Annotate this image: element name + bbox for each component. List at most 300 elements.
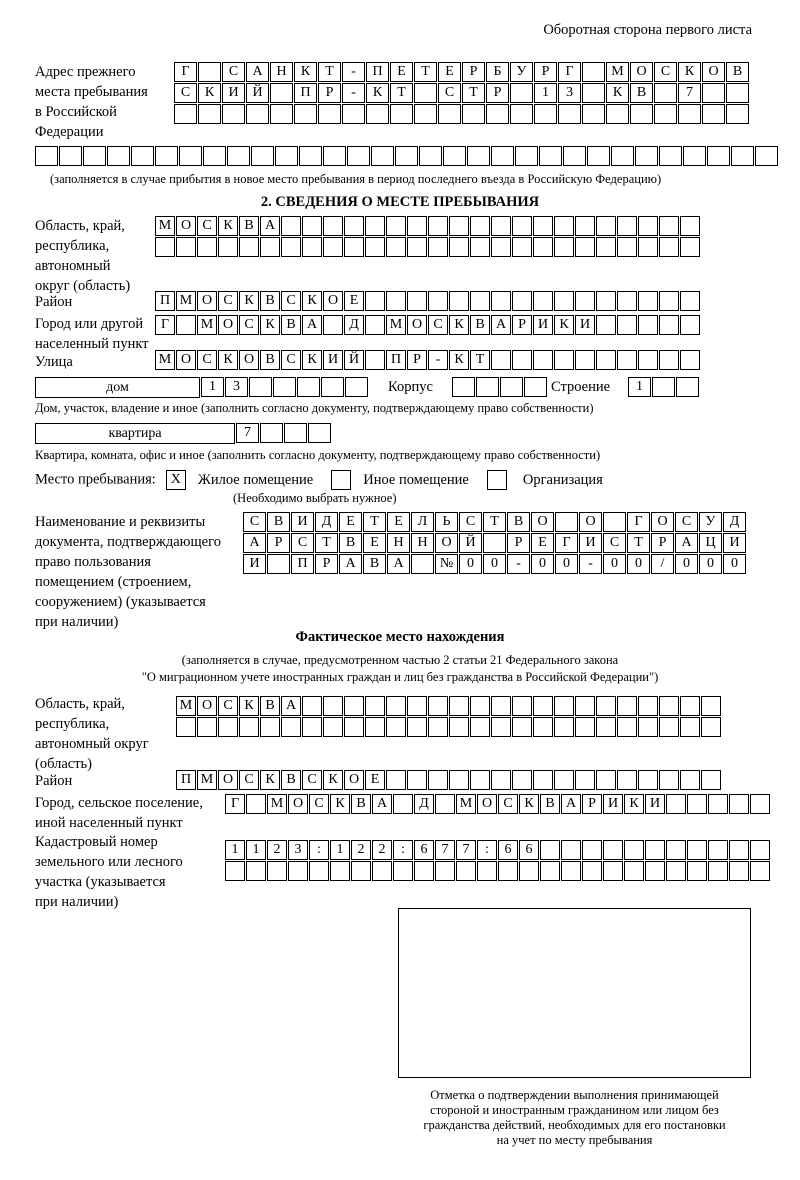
char-cell[interactable]: Ц [699, 533, 722, 553]
char-cell[interactable] [659, 770, 679, 790]
cadastral-cells[interactable] [225, 840, 770, 882]
char-cell[interactable]: Н [270, 62, 293, 82]
char-cell[interactable]: 1 [628, 377, 651, 397]
char-cell[interactable]: Е [387, 512, 410, 532]
char-cell[interactable] [638, 717, 658, 737]
char-cell[interactable] [218, 237, 238, 257]
char-cell[interactable] [603, 861, 623, 881]
char-cell[interactable] [323, 237, 343, 257]
char-cell[interactable] [239, 237, 259, 257]
char-cell[interactable]: С [222, 62, 245, 82]
char-cell[interactable] [386, 237, 406, 257]
char-cell[interactable] [750, 861, 770, 881]
char-cell[interactable] [617, 717, 637, 737]
char-cell[interactable]: А [281, 696, 301, 716]
char-cell[interactable]: М [155, 350, 175, 370]
char-cell[interactable] [617, 696, 637, 716]
char-cell[interactable]: Й [246, 83, 269, 103]
char-cell[interactable] [510, 104, 533, 124]
char-cell[interactable] [452, 377, 475, 397]
char-cell[interactable]: Т [470, 350, 490, 370]
char-cell[interactable]: А [246, 62, 269, 82]
char-cell[interactable] [288, 861, 308, 881]
char-cell[interactable] [533, 216, 553, 236]
char-cell[interactable] [659, 237, 679, 257]
char-cell[interactable] [563, 146, 586, 166]
char-cell[interactable]: К [606, 83, 629, 103]
char-cell[interactable] [575, 216, 595, 236]
char-cell[interactable] [366, 104, 389, 124]
char-cell[interactable]: К [554, 315, 574, 335]
char-cell[interactable] [456, 861, 476, 881]
char-cell[interactable] [470, 237, 490, 257]
char-cell[interactable]: В [260, 696, 280, 716]
char-cell[interactable]: М [176, 696, 196, 716]
prev-address-cells[interactable] [174, 62, 749, 125]
char-cell[interactable]: Г [555, 533, 578, 553]
char-cell[interactable]: М [176, 291, 196, 311]
char-cell[interactable] [755, 146, 778, 166]
char-cell[interactable]: 1 [246, 840, 266, 860]
char-cell[interactable] [678, 104, 701, 124]
stay-type-checkbox-organizaciya[interactable] [487, 470, 507, 490]
char-cell[interactable] [652, 377, 675, 397]
char-cell[interactable] [582, 840, 602, 860]
section2-region-cells[interactable] [155, 216, 700, 258]
char-cell[interactable] [750, 840, 770, 860]
char-cell[interactable]: : [393, 840, 413, 860]
section3-district-cells[interactable] [176, 770, 721, 791]
char-cell[interactable] [539, 146, 562, 166]
char-cell[interactable] [260, 237, 280, 257]
char-cell[interactable] [596, 770, 616, 790]
char-cell[interactable]: К [218, 350, 238, 370]
char-cell[interactable] [225, 861, 245, 881]
char-cell[interactable]: И [723, 533, 746, 553]
stamp-box[interactable] [398, 908, 751, 1078]
char-cell[interactable]: О [651, 512, 674, 532]
char-cell[interactable] [407, 291, 427, 311]
char-cell[interactable]: И [243, 554, 266, 574]
char-cell[interactable]: О [218, 770, 238, 790]
char-cell[interactable]: 0 [531, 554, 554, 574]
char-cell[interactable] [676, 377, 699, 397]
char-cell[interactable] [483, 533, 506, 553]
char-cell[interactable]: С [243, 512, 266, 532]
stroenie-cells[interactable] [628, 377, 699, 398]
char-cell[interactable] [414, 83, 437, 103]
char-cell[interactable] [654, 104, 677, 124]
char-cell[interactable] [344, 696, 364, 716]
dom-cells[interactable] [201, 377, 368, 398]
char-cell[interactable] [726, 104, 749, 124]
char-cell[interactable] [344, 237, 364, 257]
char-cell[interactable] [659, 350, 679, 370]
char-cell[interactable]: И [323, 350, 343, 370]
char-cell[interactable]: 3 [225, 377, 248, 397]
char-cell[interactable]: В [470, 315, 490, 335]
char-cell[interactable] [491, 696, 511, 716]
char-cell[interactable] [680, 696, 700, 716]
char-cell[interactable] [491, 216, 511, 236]
char-cell[interactable] [365, 315, 385, 335]
char-cell[interactable] [470, 770, 490, 790]
char-cell[interactable]: Р [534, 62, 557, 82]
char-cell[interactable] [708, 861, 728, 881]
char-cell[interactable] [512, 291, 532, 311]
char-cell[interactable] [299, 146, 322, 166]
char-cell[interactable]: - [342, 62, 365, 82]
prev-address-extra-row[interactable] [35, 146, 778, 167]
char-cell[interactable] [419, 146, 442, 166]
char-cell[interactable] [386, 717, 406, 737]
char-cell[interactable] [596, 717, 616, 737]
char-cell[interactable]: И [645, 794, 665, 814]
char-cell[interactable] [519, 861, 539, 881]
char-cell[interactable] [176, 315, 196, 335]
char-cell[interactable] [680, 237, 700, 257]
char-cell[interactable]: Т [462, 83, 485, 103]
char-cell[interactable]: В [281, 770, 301, 790]
char-cell[interactable]: 2 [372, 840, 392, 860]
char-cell[interactable] [750, 794, 770, 814]
char-cell[interactable] [449, 291, 469, 311]
char-cell[interactable]: : [309, 840, 329, 860]
char-cell[interactable] [428, 770, 448, 790]
char-cell[interactable]: В [540, 794, 560, 814]
char-cell[interactable] [617, 291, 637, 311]
char-cell[interactable] [35, 146, 58, 166]
korpus-cells[interactable] [452, 377, 547, 398]
char-cell[interactable] [365, 696, 385, 716]
char-cell[interactable] [267, 861, 287, 881]
char-cell[interactable] [638, 216, 658, 236]
char-cell[interactable] [708, 794, 728, 814]
char-cell[interactable] [344, 717, 364, 737]
char-cell[interactable]: Б [486, 62, 509, 82]
char-cell[interactable]: Р [582, 794, 602, 814]
char-cell[interactable]: С [428, 315, 448, 335]
char-cell[interactable] [512, 696, 532, 716]
char-cell[interactable] [680, 717, 700, 737]
char-cell[interactable] [659, 146, 682, 166]
char-cell[interactable]: А [387, 554, 410, 574]
char-cell[interactable]: Д [723, 512, 746, 532]
char-cell[interactable]: В [239, 216, 259, 236]
char-cell[interactable]: В [726, 62, 749, 82]
char-cell[interactable]: О [407, 315, 427, 335]
char-cell[interactable] [555, 512, 578, 532]
char-cell[interactable] [582, 104, 605, 124]
char-cell[interactable] [302, 696, 322, 716]
char-cell[interactable]: П [176, 770, 196, 790]
char-cell[interactable]: О [323, 291, 343, 311]
char-cell[interactable] [393, 794, 413, 814]
char-cell[interactable]: А [260, 216, 280, 236]
char-cell[interactable] [470, 717, 490, 737]
char-cell[interactable] [666, 861, 686, 881]
char-cell[interactable]: О [288, 794, 308, 814]
char-cell[interactable] [260, 717, 280, 737]
char-cell[interactable] [365, 237, 385, 257]
char-cell[interactable] [386, 696, 406, 716]
char-cell[interactable] [386, 291, 406, 311]
char-cell[interactable] [390, 104, 413, 124]
char-cell[interactable] [251, 146, 274, 166]
char-cell[interactable] [438, 104, 461, 124]
char-cell[interactable] [198, 104, 221, 124]
char-cell[interactable] [386, 216, 406, 236]
char-cell[interactable] [654, 83, 677, 103]
char-cell[interactable] [318, 104, 341, 124]
char-cell[interactable]: Е [363, 533, 386, 553]
section3-region-cells[interactable] [176, 696, 721, 738]
char-cell[interactable] [512, 350, 532, 370]
char-cell[interactable] [707, 146, 730, 166]
char-cell[interactable] [342, 104, 365, 124]
char-cell[interactable]: И [533, 315, 553, 335]
char-cell[interactable]: И [291, 512, 314, 532]
char-cell[interactable] [477, 861, 497, 881]
char-cell[interactable] [59, 146, 82, 166]
char-cell[interactable] [386, 770, 406, 790]
char-cell[interactable]: С [498, 794, 518, 814]
char-cell[interactable]: В [363, 554, 386, 574]
char-cell[interactable] [729, 794, 749, 814]
char-cell[interactable] [596, 315, 616, 335]
char-cell[interactable]: 6 [498, 840, 518, 860]
char-cell[interactable] [281, 237, 301, 257]
char-cell[interactable]: 0 [603, 554, 626, 574]
char-cell[interactable] [638, 291, 658, 311]
char-cell[interactable] [309, 861, 329, 881]
char-cell[interactable]: О [197, 696, 217, 716]
char-cell[interactable] [491, 237, 511, 257]
char-cell[interactable]: С [281, 291, 301, 311]
char-cell[interactable]: А [675, 533, 698, 553]
char-cell[interactable] [302, 216, 322, 236]
char-cell[interactable]: М [155, 216, 175, 236]
char-cell[interactable]: Р [318, 83, 341, 103]
char-cell[interactable] [515, 146, 538, 166]
char-cell[interactable]: Г [627, 512, 650, 532]
char-cell[interactable] [701, 770, 721, 790]
char-cell[interactable]: 7 [236, 423, 259, 443]
char-cell[interactable] [582, 62, 605, 82]
char-cell[interactable]: Е [365, 770, 385, 790]
char-cell[interactable] [575, 717, 595, 737]
char-cell[interactable] [428, 696, 448, 716]
char-cell[interactable]: М [267, 794, 287, 814]
char-cell[interactable] [617, 350, 637, 370]
char-cell[interactable]: И [603, 794, 623, 814]
char-cell[interactable]: 6 [519, 840, 539, 860]
section2-street-cells[interactable] [155, 350, 700, 371]
char-cell[interactable] [498, 861, 518, 881]
char-cell[interactable] [449, 696, 469, 716]
char-cell[interactable] [297, 377, 320, 397]
stay-type-checkbox-zhiloe[interactable]: X [166, 470, 186, 490]
char-cell[interactable] [680, 216, 700, 236]
char-cell[interactable] [467, 146, 490, 166]
char-cell[interactable] [680, 315, 700, 335]
char-cell[interactable] [428, 717, 448, 737]
char-cell[interactable] [512, 216, 532, 236]
document-cells[interactable] [243, 512, 746, 575]
char-cell[interactable] [308, 423, 331, 443]
char-cell[interactable] [611, 146, 634, 166]
char-cell[interactable]: Д [315, 512, 338, 532]
char-cell[interactable]: Е [438, 62, 461, 82]
char-cell[interactable]: : [477, 840, 497, 860]
char-cell[interactable] [344, 216, 364, 236]
char-cell[interactable]: / [651, 554, 674, 574]
char-cell[interactable]: К [449, 350, 469, 370]
char-cell[interactable]: 7 [456, 840, 476, 860]
char-cell[interactable] [365, 350, 385, 370]
char-cell[interactable]: 0 [627, 554, 650, 574]
char-cell[interactable]: С [654, 62, 677, 82]
char-cell[interactable] [645, 861, 665, 881]
char-cell[interactable]: П [386, 350, 406, 370]
char-cell[interactable] [428, 291, 448, 311]
char-cell[interactable]: Т [483, 512, 506, 532]
char-cell[interactable]: Р [651, 533, 674, 553]
char-cell[interactable] [587, 146, 610, 166]
char-cell[interactable] [635, 146, 658, 166]
char-cell[interactable] [533, 770, 553, 790]
char-cell[interactable] [596, 237, 616, 257]
char-cell[interactable]: Т [363, 512, 386, 532]
char-cell[interactable] [393, 861, 413, 881]
char-cell[interactable] [281, 717, 301, 737]
char-cell[interactable]: Г [174, 62, 197, 82]
char-cell[interactable]: С [197, 350, 217, 370]
char-cell[interactable] [533, 717, 553, 737]
char-cell[interactable]: 0 [699, 554, 722, 574]
char-cell[interactable] [302, 717, 322, 737]
char-cell[interactable]: К [624, 794, 644, 814]
char-cell[interactable] [512, 770, 532, 790]
char-cell[interactable]: Й [459, 533, 482, 553]
char-cell[interactable]: Р [512, 315, 532, 335]
char-cell[interactable]: И [222, 83, 245, 103]
char-cell[interactable] [260, 423, 283, 443]
char-cell[interactable] [638, 770, 658, 790]
char-cell[interactable]: С [239, 315, 259, 335]
char-cell[interactable]: А [339, 554, 362, 574]
char-cell[interactable]: 1 [534, 83, 557, 103]
char-cell[interactable] [176, 717, 196, 737]
char-cell[interactable] [365, 216, 385, 236]
char-cell[interactable] [351, 861, 371, 881]
char-cell[interactable] [731, 146, 754, 166]
char-cell[interactable]: С [302, 770, 322, 790]
stay-type-checkbox-inoe[interactable] [331, 470, 351, 490]
char-cell[interactable]: О [239, 350, 259, 370]
char-cell[interactable] [617, 315, 637, 335]
char-cell[interactable]: А [302, 315, 322, 335]
char-cell[interactable]: Й [344, 350, 364, 370]
char-cell[interactable]: К [239, 291, 259, 311]
char-cell[interactable]: Д [344, 315, 364, 335]
char-cell[interactable]: О [218, 315, 238, 335]
char-cell[interactable] [575, 291, 595, 311]
char-cell[interactable] [701, 717, 721, 737]
char-cell[interactable]: В [630, 83, 653, 103]
char-cell[interactable] [197, 237, 217, 257]
char-cell[interactable]: 0 [483, 554, 506, 574]
char-cell[interactable]: С [291, 533, 314, 553]
char-cell[interactable]: А [491, 315, 511, 335]
char-cell[interactable]: И [575, 315, 595, 335]
char-cell[interactable] [246, 794, 266, 814]
char-cell[interactable]: К [330, 794, 350, 814]
char-cell[interactable] [323, 216, 343, 236]
char-cell[interactable] [270, 104, 293, 124]
char-cell[interactable] [407, 696, 427, 716]
char-cell[interactable]: Р [507, 533, 530, 553]
char-cell[interactable] [83, 146, 106, 166]
section2-district-cells[interactable] [155, 291, 700, 312]
char-cell[interactable] [227, 146, 250, 166]
char-cell[interactable]: П [155, 291, 175, 311]
char-cell[interactable]: У [510, 62, 533, 82]
char-cell[interactable] [558, 104, 581, 124]
char-cell[interactable] [596, 350, 616, 370]
char-cell[interactable] [491, 146, 514, 166]
char-cell[interactable] [575, 350, 595, 370]
char-cell[interactable]: С [309, 794, 329, 814]
char-cell[interactable] [470, 291, 490, 311]
char-cell[interactable] [500, 377, 523, 397]
char-cell[interactable] [407, 237, 427, 257]
char-cell[interactable] [155, 237, 175, 257]
char-cell[interactable]: С [675, 512, 698, 532]
char-cell[interactable] [510, 83, 533, 103]
char-cell[interactable]: К [260, 315, 280, 335]
char-cell[interactable]: - [428, 350, 448, 370]
char-cell[interactable] [606, 104, 629, 124]
char-cell[interactable] [470, 696, 490, 716]
char-cell[interactable] [617, 216, 637, 236]
char-cell[interactable]: Т [390, 83, 413, 103]
char-cell[interactable] [365, 291, 385, 311]
char-cell[interactable] [554, 350, 574, 370]
char-cell[interactable] [273, 377, 296, 397]
char-cell[interactable]: О [176, 350, 196, 370]
char-cell[interactable] [428, 216, 448, 236]
char-cell[interactable] [411, 554, 434, 574]
char-cell[interactable] [330, 861, 350, 881]
char-cell[interactable] [638, 315, 658, 335]
char-cell[interactable] [659, 717, 679, 737]
char-cell[interactable]: С [174, 83, 197, 103]
char-cell[interactable]: С [218, 696, 238, 716]
char-cell[interactable]: Е [390, 62, 413, 82]
char-cell[interactable] [491, 717, 511, 737]
char-cell[interactable]: 3 [288, 840, 308, 860]
char-cell[interactable]: 0 [555, 554, 578, 574]
char-cell[interactable] [533, 291, 553, 311]
char-cell[interactable]: - [507, 554, 530, 574]
char-cell[interactable]: Л [411, 512, 434, 532]
char-cell[interactable] [554, 770, 574, 790]
char-cell[interactable]: В [267, 512, 290, 532]
char-cell[interactable] [179, 146, 202, 166]
char-cell[interactable] [638, 237, 658, 257]
char-cell[interactable] [275, 146, 298, 166]
